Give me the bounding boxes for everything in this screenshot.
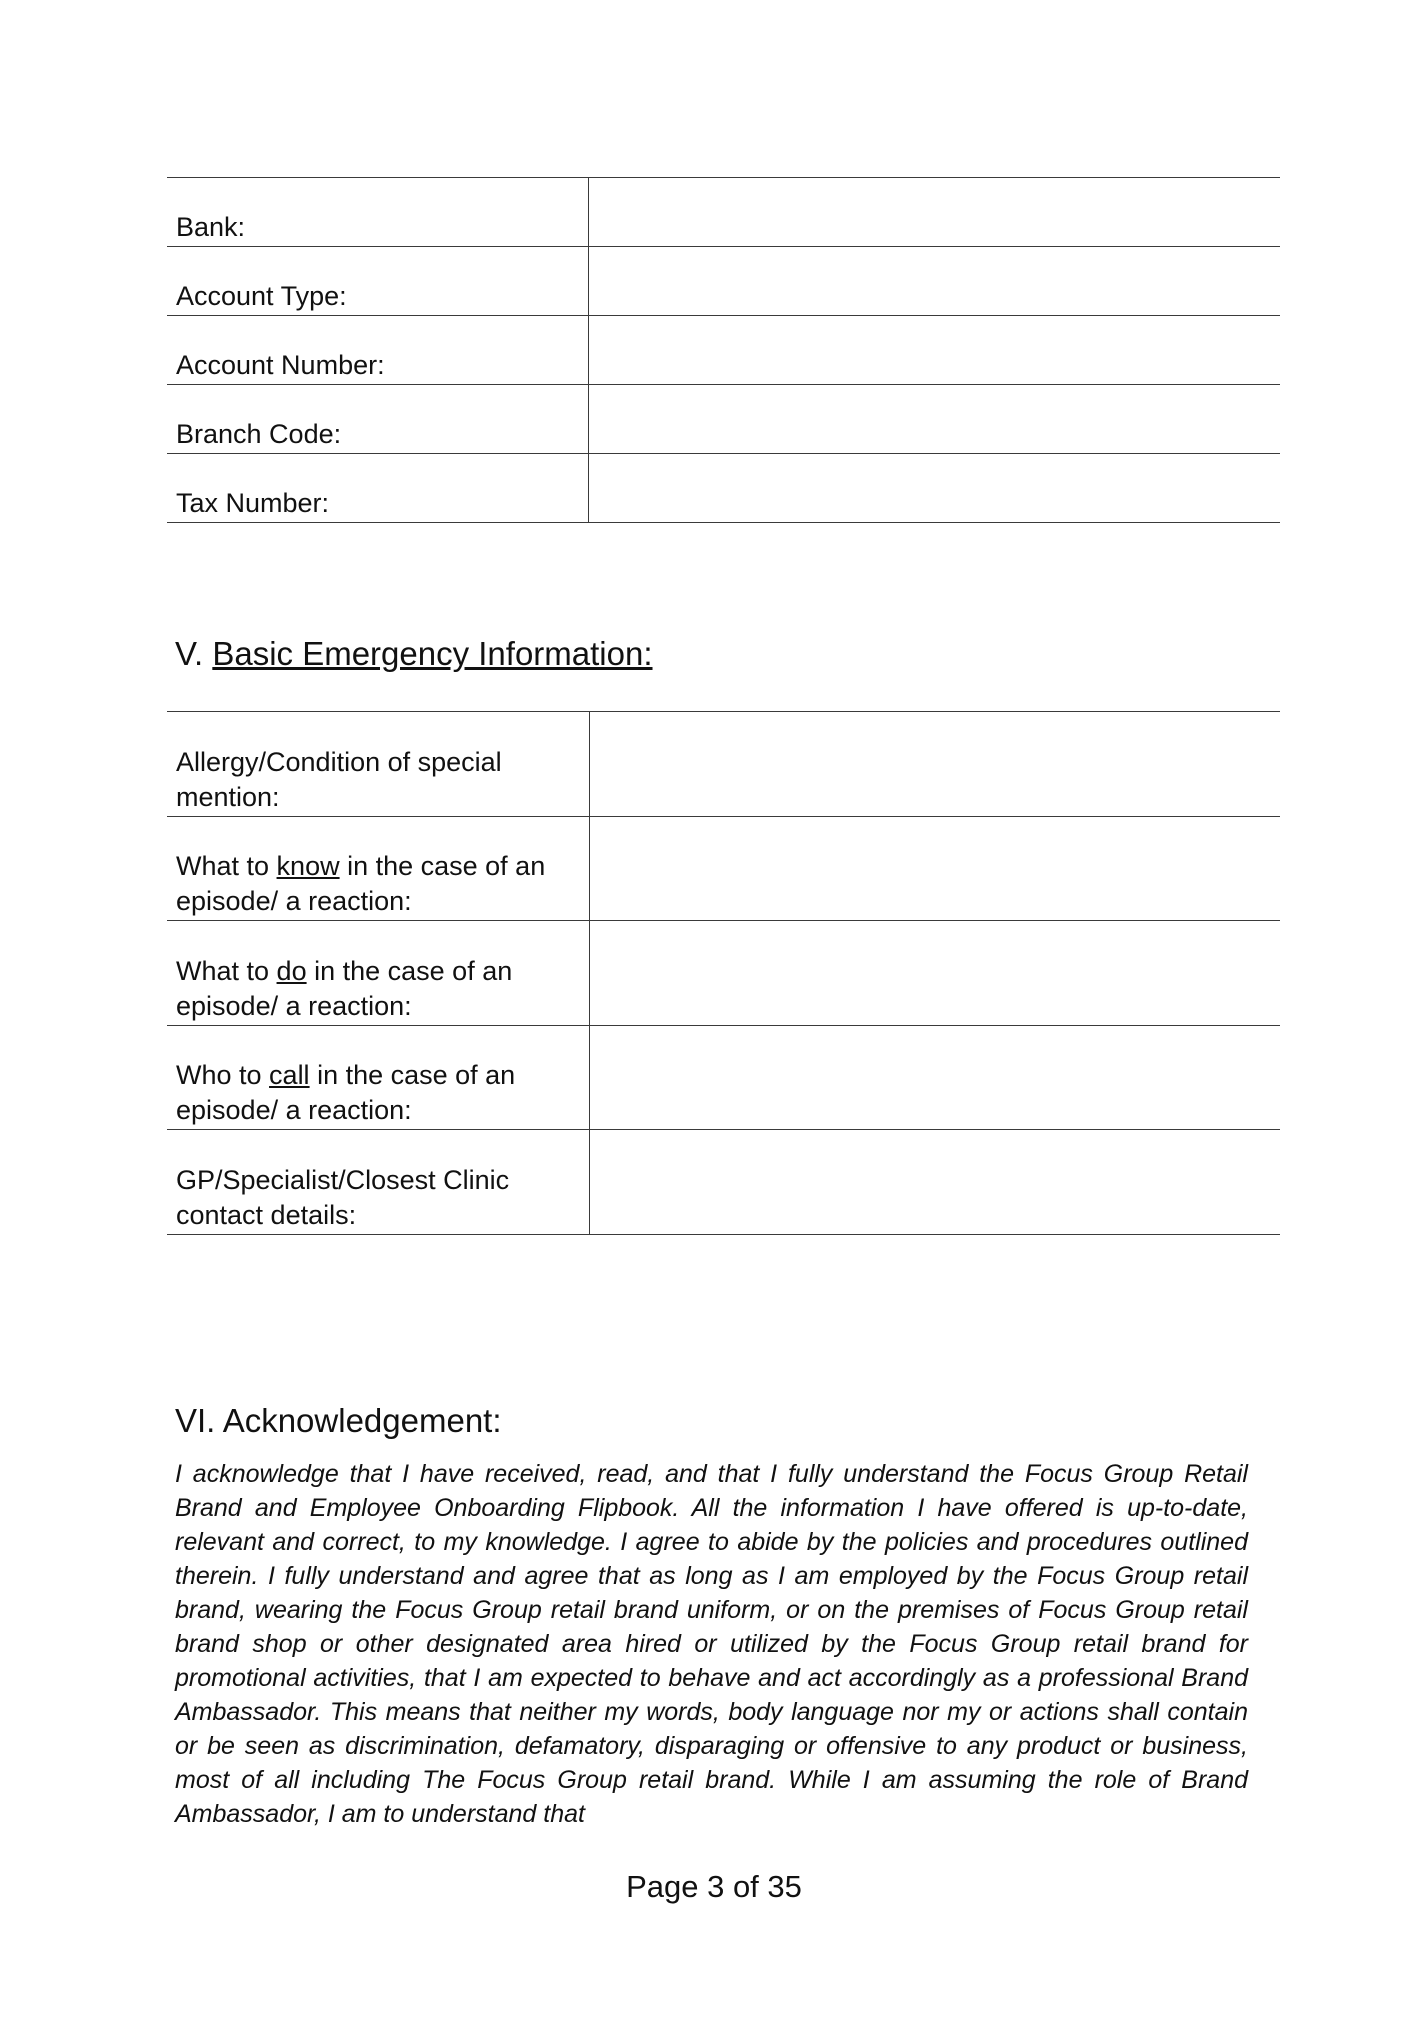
- allergy-label: Allergy/Condition of special mention:: [167, 712, 589, 817]
- branch-code-label: Branch Code:: [167, 385, 588, 454]
- gp-contact-label: GP/Specialist/Closest Clinic contact details:: [167, 1130, 589, 1235]
- table-row: [167, 816, 1280, 921]
- page-number: Page 3 of 35: [626, 1869, 802, 1904]
- who-to-call-value-cell[interactable]: [589, 1025, 1280, 1130]
- who-to-call-label: Who to call in the case of an episode/ a reaction:: [167, 1025, 589, 1130]
- account-type-label: Account Type:: [167, 247, 588, 316]
- acknowledgement-text: I acknowledge that I have received, read, and that I fully understand the Focus Group Retail Brand and Employee Onboarding Flipbook. All the information I have offered is up-to-date, relevant and correct, to my knowledge. I agree to abide by the policies and procedures outlined therein. I fully understand and agree that as long as I am employed by the Focus Group retail brand, wearing the Focus Group retail brand uniform, or on the premises of Focus Group retail brand shop or other designated area hired or utilized by the Focus Group retail brand for promotional activities, that I am expected to behave and act accordingly as a professional Brand Ambassador. This means that neither my words, body language nor my or actions shall contain or be seen as discrimination, defamatory, disparaging or offensive to any product or business, most of all including The Focus Group retail brand. While I am assuming the role of Brand Ambassador, I am to understand that: [175, 1460, 1248, 1828]
- allergy-value-cell[interactable]: [589, 712, 1280, 817]
- table-row: [167, 385, 1280, 454]
- table-row: [167, 316, 1280, 385]
- keyword-do: do: [276, 955, 307, 986]
- keyword-know: know: [276, 851, 340, 881]
- what-to-do-label: What to do in the case of an episode/ a reaction:: [167, 921, 589, 1026]
- section-v-heading: [175, 634, 653, 674]
- section-v-number: V.: [175, 635, 204, 672]
- bank-value-cell[interactable]: [588, 178, 1280, 247]
- what-to-do-value-cell[interactable]: [589, 921, 1280, 1026]
- what-to-know-label: What to know in the case of an episode/ a reaction:: [167, 816, 589, 921]
- table-row: [167, 712, 1280, 817]
- account-number-value-cell[interactable]: [588, 316, 1280, 385]
- tax-number-value-cell[interactable]: [588, 454, 1280, 523]
- account-type-value-cell[interactable]: [588, 247, 1280, 316]
- table-row: [167, 454, 1280, 523]
- table-row: [167, 1025, 1280, 1130]
- gp-contact-value-cell[interactable]: [589, 1130, 1280, 1235]
- bank-label: Bank:: [167, 178, 588, 247]
- table-row: [167, 178, 1280, 247]
- what-to-know-value-cell[interactable]: [589, 816, 1280, 921]
- banking-details-table: [167, 177, 1280, 523]
- table-row: [167, 247, 1280, 316]
- emergency-info-table: [167, 711, 1280, 1235]
- section-v-title: Basic Emergency Information:: [212, 635, 653, 672]
- table-row: [167, 921, 1280, 1026]
- branch-code-value-cell[interactable]: [588, 385, 1280, 454]
- table-row: [167, 1130, 1280, 1235]
- keyword-call: call: [269, 1060, 310, 1090]
- tax-number-label: Tax Number:: [167, 454, 588, 523]
- account-number-label: Account Number:: [167, 316, 588, 385]
- section-vi-heading: VI. Acknowledgement:: [175, 1402, 502, 1439]
